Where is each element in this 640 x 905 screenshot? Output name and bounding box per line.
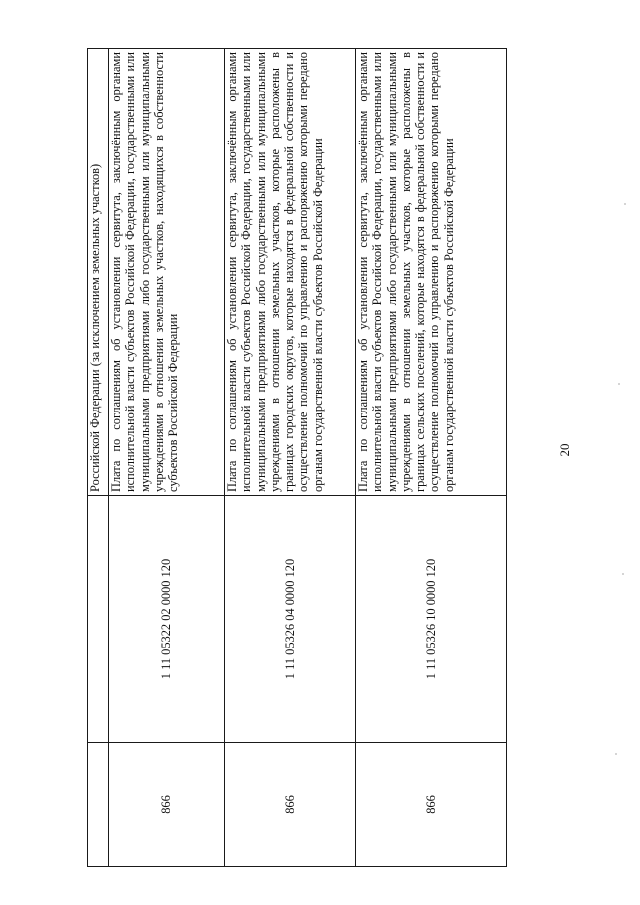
table-row bbox=[225, 49, 356, 867]
admin-code-cell: 866 bbox=[109, 743, 225, 867]
continuation-text: Российской Федерации (за исключением земельных участков) bbox=[88, 49, 109, 496]
admin-code-cell: 866 bbox=[356, 743, 507, 867]
scan-speck bbox=[618, 383, 620, 385]
table-cell bbox=[88, 743, 109, 867]
income-codes-table bbox=[87, 48, 507, 867]
admin-code-cell: 866 bbox=[225, 743, 356, 867]
table-row bbox=[356, 49, 507, 867]
description-cell: Плата по соглашениям об установлении сервитута, заключённым органами исполнительной власти субъектов Российской Федерации, государственными или муниципальными предприятиями либо государственными или муниципальными учреждениями в отношении земельных участков, которые расположены в границах сельских поселений, которые находятся в федеральной собственности и осуществление полномочий по управлению и распоряжению которыми передано органам государственной власти субъектов Российской Федерации bbox=[356, 49, 507, 496]
description-cell: Плата по соглашениям об установлении сервитута, заключённым органами исполнительной власти субъектов Российской Федерации, государственными или муниципальными предприятиями либо государственными или муниципальными учреждениями в отношении земельных участков, которые расположены в границах городских округов, которые находятся в федеральной собственности и осуществление полномочий по управлению и распоряжению которыми передано органам государственной власти субъектов Российской Федерации bbox=[225, 49, 356, 496]
description-cell: Плата по соглашениям об установлении сервитута, заключённым органами исполнительной власти субъектов Российской Федерации, государственными или муниципальными предприятиями либо государственными или муниципальными учреждениями в отношении земельных участков, находящихся в собственности субъектов Российской Федерации bbox=[109, 49, 225, 496]
page-number: 20 bbox=[557, 443, 572, 457]
income-code-cell: 1 11 05322 02 0000 120 bbox=[109, 496, 225, 743]
table-cell bbox=[88, 496, 109, 743]
continuation-row bbox=[88, 49, 109, 867]
scan-speck bbox=[624, 203, 626, 205]
scan-speck bbox=[615, 753, 617, 755]
scan-speck bbox=[622, 573, 624, 575]
table-row bbox=[109, 49, 225, 867]
income-code-cell: 1 11 05326 04 0000 120 bbox=[225, 496, 356, 743]
income-code-cell: 1 11 05326 10 0000 120 bbox=[356, 496, 507, 743]
